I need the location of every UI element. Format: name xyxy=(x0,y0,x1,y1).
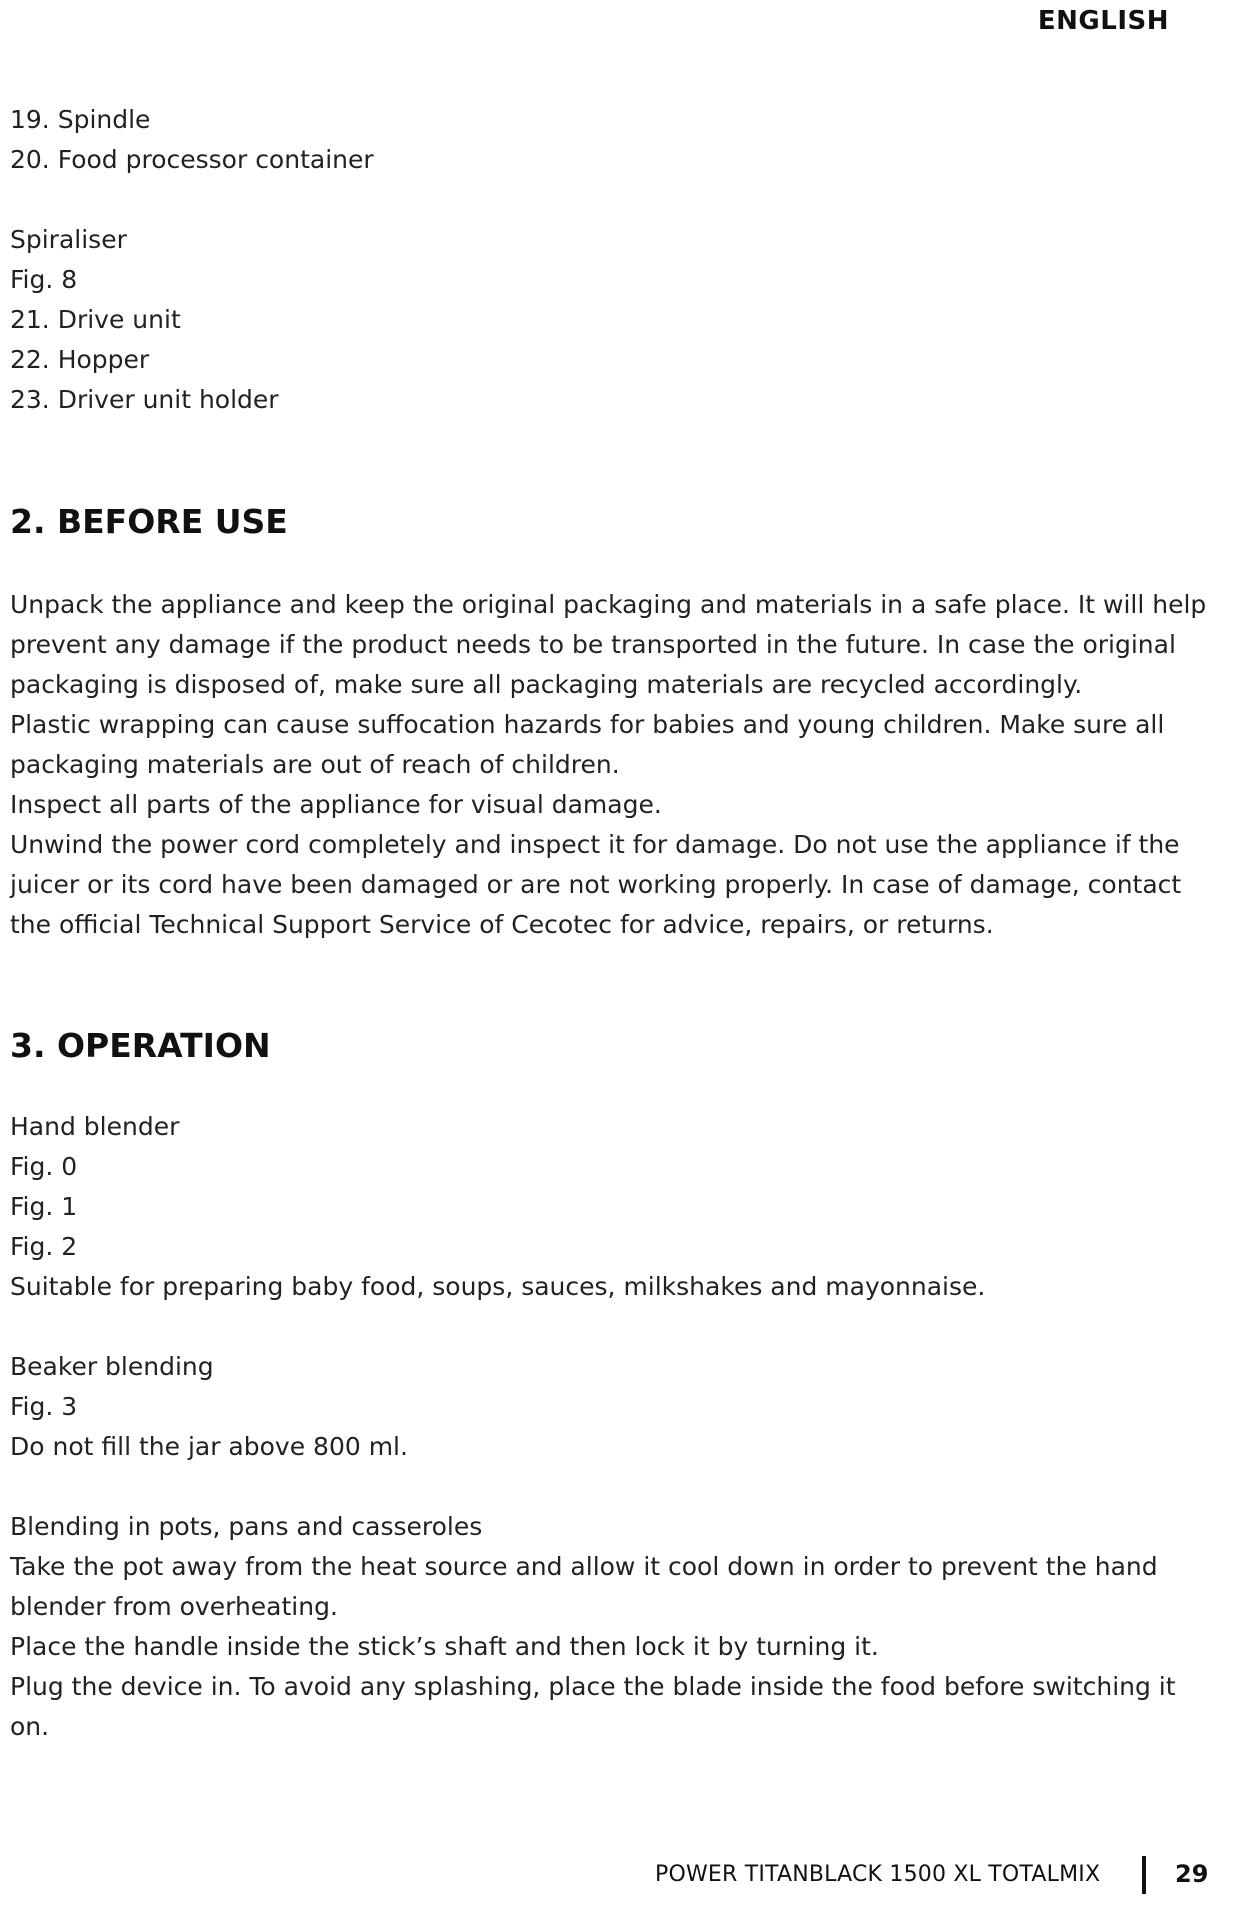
part-item-21: 21. Drive unit xyxy=(10,305,181,334)
before-use-line: Inspect all parts of the appliance for visual damage. xyxy=(10,790,662,819)
before-use-line: Unwind the power cord completely and inspect it for damage. Do not use the appliance if the xyxy=(10,830,1180,859)
hand-blender-figure: Fig. 1 xyxy=(10,1192,78,1221)
pots-line: Take the pot away from the heat source and allow it cool down in order to prevent the hand xyxy=(10,1552,1158,1581)
before-use-line: the official Technical Support Service of Cecotec for advice, repairs, or returns. xyxy=(10,910,994,939)
pots-line: blender from overheating. xyxy=(10,1592,338,1621)
before-use-line: packaging materials are out of reach of children. xyxy=(10,750,620,779)
part-item-22: 22. Hopper xyxy=(10,345,150,374)
spiraliser-title: Spiraliser xyxy=(10,225,127,254)
part-item-20: 20. Food processor container xyxy=(10,145,374,174)
pots-line: Plug the device in. To avoid any splashing, place the blade inside the food before switching it xyxy=(10,1672,1176,1701)
pots-title: Blending in pots, pans and casseroles xyxy=(10,1512,483,1541)
part-item-23: 23. Driver unit holder xyxy=(10,385,279,414)
footer-separator xyxy=(1142,1856,1146,1894)
beaker-blending-title: Beaker blending xyxy=(10,1352,214,1381)
pots-line: on. xyxy=(10,1712,50,1741)
hand-blender-figure: Fig. 2 xyxy=(10,1232,78,1261)
operation-heading: 3. OPERATION xyxy=(10,1026,271,1065)
page-number: 29 xyxy=(1175,1860,1209,1888)
part-item-19: 19. Spindle xyxy=(10,105,151,134)
before-use-line: prevent any damage if the product needs to be transported in the future. In case the original xyxy=(10,630,1176,659)
before-use-line: Plastic wrapping can cause suffocation hazards for babies and young children. Make sure all xyxy=(10,710,1165,739)
pots-line: Place the handle inside the stick’s shaft and then lock it by turning it. xyxy=(10,1632,879,1661)
hand-blender-title: Hand blender xyxy=(10,1112,180,1141)
footer-product-name: POWER TITANBLACK 1500 XL TOTALMIX xyxy=(655,1862,1101,1887)
before-use-line: juicer or its cord have been damaged or are not working properly. In case of damage, contact xyxy=(10,870,1182,899)
spiraliser-figure: Fig. 8 xyxy=(10,265,78,294)
beaker-blending-figure: Fig. 3 xyxy=(10,1392,78,1421)
hand-blender-figure: Fig. 0 xyxy=(10,1152,78,1181)
beaker-blending-text: Do not fill the jar above 800 ml. xyxy=(10,1432,408,1461)
hand-blender-text: Suitable for preparing baby food, soups, sauces, milkshakes and mayonnaise. xyxy=(10,1272,986,1301)
before-use-heading: 2. BEFORE USE xyxy=(10,502,288,541)
before-use-line: packaging is disposed of, make sure all packaging materials are recycled accordingly. xyxy=(10,670,1083,699)
language-label: ENGLISH xyxy=(1037,6,1169,36)
before-use-line: Unpack the appliance and keep the original packaging and materials in a safe place. It will help xyxy=(10,590,1207,619)
